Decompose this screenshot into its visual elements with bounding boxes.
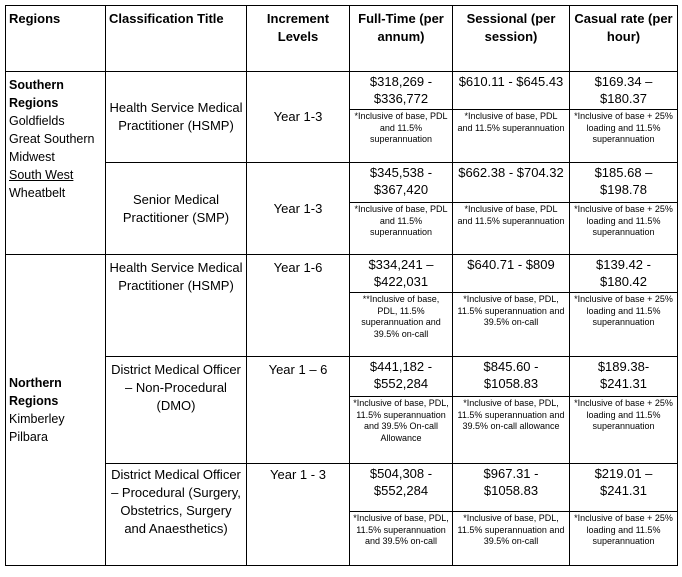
increment-cell: Year 1-6 <box>247 255 350 357</box>
region-title: Northern Regions <box>9 376 62 408</box>
fulltime-note: *Inclusive of base, PDL, 11.5% superannuation and 39.5% On-call Allowance <box>350 397 453 464</box>
sessional-note: *Inclusive of base, PDL, 11.5% superannuation and 39.5% on-call <box>453 512 570 566</box>
casual-note: *Inclusive of base + 25% loading and 11.5% superannuation <box>570 397 678 464</box>
region-northern <box>6 255 106 566</box>
fulltime-note: *Inclusive of base, PDL, 11.5% superannuation and 39.5% on-call <box>350 512 453 566</box>
region-place: Goldfields <box>9 114 65 128</box>
region-place: Wheatbelt <box>9 186 66 200</box>
casual-note: *Inclusive of base + 25% loading and 11.5% superannuation <box>570 293 678 357</box>
classification-cell: Health Service Medical Practitioner (HSMP) <box>106 255 247 357</box>
sessional-cell: $967.31 - $1058.83 <box>453 464 570 512</box>
region-place: Midwest <box>9 150 55 164</box>
casual-cell: $219.01 – $241.31 <box>570 464 678 512</box>
classification-cell: District Medical Officer – Procedural (Surgery, Obstetrics, Surgery and Anaesthetics) <box>106 464 247 566</box>
region-title: Southern Regions <box>9 78 64 110</box>
region-place: South West <box>9 168 74 182</box>
header-fulltime: Full-Time (per annum) <box>350 6 453 72</box>
table-row <box>6 357 678 397</box>
fulltime-cell: $334,241 – $422,031 <box>350 255 453 293</box>
header-regions: Regions <box>6 6 106 72</box>
increment-cell: Year 1 – 6 <box>247 357 350 464</box>
casual-note: *Inclusive of base + 25% loading and 11.5% superannuation <box>570 512 678 566</box>
casual-cell: $189.38- $241.31 <box>570 357 678 397</box>
sessional-cell: $640.71 - $809 <box>453 255 570 293</box>
increment-cell: Year 1 - 3 <box>247 464 350 566</box>
header-casual: Casual rate (per hour) <box>570 6 678 72</box>
fulltime-cell: $441,182 - $552,284 <box>350 357 453 397</box>
sessional-note: *Inclusive of base, PDL, 11.5% superannuation and 39.5% on-call <box>453 293 570 357</box>
casual-cell: $185.68 – $198.78 <box>570 163 678 203</box>
sessional-cell: $610.11 - $645.43 <box>453 72 570 110</box>
sessional-cell: $662.38 - $704.32 <box>453 163 570 203</box>
fulltime-cell: $504,308 - $552,284 <box>350 464 453 512</box>
fulltime-note: *Inclusive of base, PDL and 11.5% superannuation <box>350 110 453 163</box>
sessional-cell: $845.60 - $1058.83 <box>453 357 570 397</box>
table-row <box>6 464 678 512</box>
sessional-note: *Inclusive of base, PDL, 11.5% superannuation and 39.5% on-call allowance <box>453 397 570 464</box>
salary-table <box>5 5 678 566</box>
region-place: Kimberley <box>9 412 65 426</box>
header-increment: Increment Levels <box>247 6 350 72</box>
casual-note: *Inclusive of base + 25% loading and 11.5% superannuation <box>570 110 678 163</box>
fulltime-note: *Inclusive of base, PDL and 11.5% superannuation <box>350 203 453 255</box>
sessional-note: *Inclusive of base, PDL and 11.5% superannuation <box>453 110 570 163</box>
region-place: Great Southern <box>9 132 95 146</box>
header-classification: Classification Title <box>106 6 247 72</box>
fulltime-cell: $345,538 - $367,420 <box>350 163 453 203</box>
classification-cell: District Medical Officer – Non-Procedural (DMO) <box>106 357 247 464</box>
header-sessional: Sessional (per session) <box>453 6 570 72</box>
fulltime-note: **Inclusive of base, PDL, 11.5% superannuation and 39.5% on-call <box>350 293 453 357</box>
increment-cell: Year 1-3 <box>247 72 350 163</box>
casual-cell: $169.34 – $180.37 <box>570 72 678 110</box>
region-southern <box>6 72 106 255</box>
sessional-note: *Inclusive of base, PDL and 11.5% superannuation <box>453 203 570 255</box>
table-row <box>6 255 678 293</box>
classification-cell: Senior Medical Practitioner (SMP) <box>106 163 247 255</box>
table-row <box>6 72 678 110</box>
header-row <box>6 6 678 72</box>
increment-cell: Year 1-3 <box>247 163 350 255</box>
region-place: Pilbara <box>9 430 48 444</box>
fulltime-cell: $318,269 - $336,772 <box>350 72 453 110</box>
casual-cell: $139.42 - $180.42 <box>570 255 678 293</box>
table-row <box>6 163 678 203</box>
classification-cell: Health Service Medical Practitioner (HSMP) <box>106 72 247 163</box>
casual-note: *Inclusive of base + 25% loading and 11.5% superannuation <box>570 203 678 255</box>
